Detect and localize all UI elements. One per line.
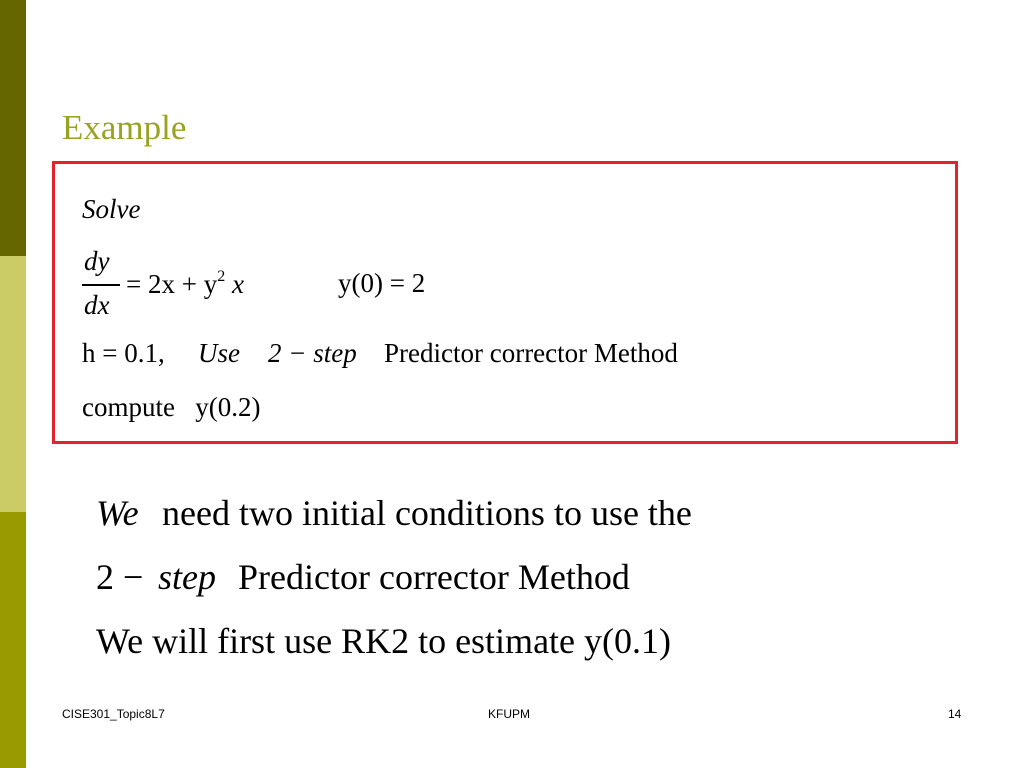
note-line2-method: Predictor corrector Method <box>238 557 630 597</box>
use-label: Use <box>198 338 240 368</box>
left-bar-middle <box>0 256 26 512</box>
footer-page-number: 14 <box>948 707 962 721</box>
compute-line: compute y(0.2) <box>82 392 261 422</box>
rhs-text: = 2x + y <box>126 269 218 299</box>
slide-title: Example <box>62 108 187 147</box>
rhs-exponent: 2 <box>217 268 226 285</box>
note-line1: need two initial conditions to use the <box>162 493 692 533</box>
fraction-numerator: dy <box>84 246 110 276</box>
method-label: Predictor corrector Method <box>384 338 678 368</box>
footer-course: CISE301_Topic8L7 <box>62 707 165 721</box>
derivative-fraction <box>82 246 120 326</box>
equation-rhs <box>126 268 244 300</box>
solve-label: Solve <box>82 194 141 224</box>
note-line2-step: step <box>158 557 216 597</box>
rhs-x: x <box>231 269 244 299</box>
fraction-denominator: dx <box>84 290 110 320</box>
initial-condition: y(0) = 2 <box>338 268 426 298</box>
footer-institution: KFUPM <box>488 707 530 721</box>
fraction-bar <box>82 284 120 286</box>
step-size: h = 0.1, <box>82 338 165 368</box>
two-step-label: 2 − step <box>268 338 357 368</box>
left-bar-top <box>0 0 26 256</box>
note-we: We <box>96 493 139 533</box>
note-line2-number: 2 − <box>96 557 144 597</box>
left-bar-bottom <box>0 512 26 768</box>
note-line3: We will first use RK2 to estimate y(0.1) <box>96 621 671 661</box>
